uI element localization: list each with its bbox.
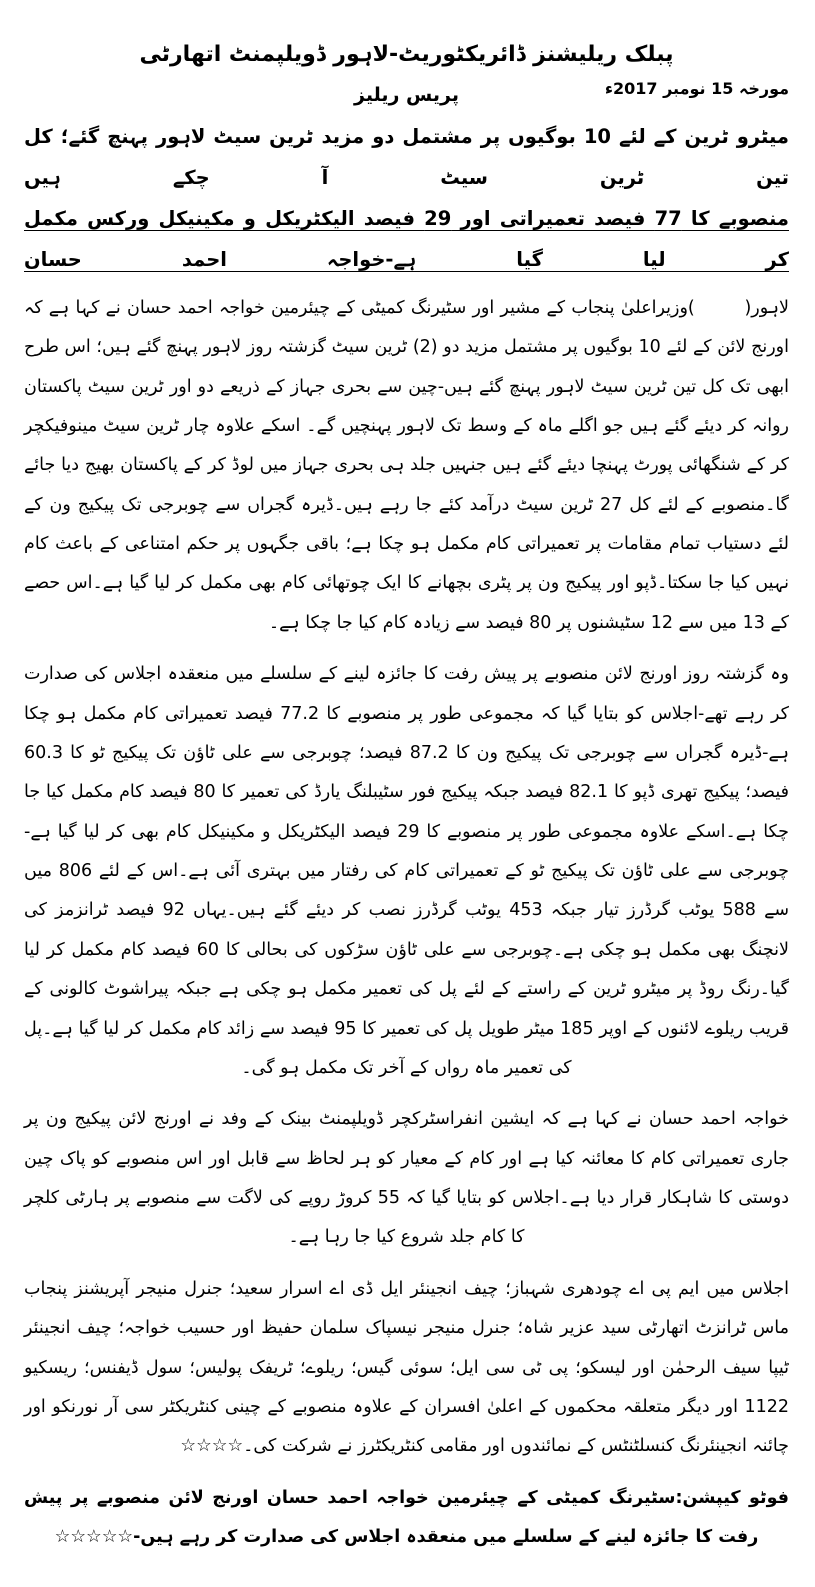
headline	[24, 117, 789, 281]
meta-row	[24, 77, 789, 113]
headline-line-2: منصوبے کا 77 فیصد تعمیراتی اور 29 فیصد الیکٹریکل و مکینیکل ورکس مکمل کر لیا گیا ہے-خواجہ احمد حسان	[24, 206, 789, 271]
headline-line-1: میٹرو ٹرین کے لئے 10 بوگیوں پر مشتمل دو مزید ٹرین سیٹ لاہور پہنچ گئے؛ کل تین ٹرین سیٹ آ چکے ہیں	[24, 125, 789, 189]
release-type-label: پریس ریلیز	[354, 84, 459, 106]
photo-caption: فوٹو کیپشن:سٹیرنگ کمیٹی کے چیئرمین خواجہ احمد حسان اورنج لائن منصوبے پر پیش رفت کا جائزہ لینے کے سلسلے میں منعقدہ اجلاس کی صدارت کر رہے ہیں-☆☆☆☆☆	[24, 1487, 789, 1547]
org-title: پبلک ریلیشنز ڈائریکٹوریٹ-لاہور ڈویلپمنٹ اتھارٹی	[139, 42, 674, 67]
paragraph-aiib-inspection: خواجہ احمد حسان نے کہا ہے کہ ایشین انفراسٹرکچر ڈویلپمنٹ بینک کے وفد نے اورنج لائن پیکیج ون پر جاری تعمیراتی کام کا معائنہ کیا ہے اور کام کے معیار کو ہر لحاظ سے قابل اور اس منصوبے کو پاک چین دوستی کا شاہکار قرار دیا ہے۔اجلاس کو بتایا گیا کہ 55 کروڑ روپے کی لاگت سے منصوبے پر ہارٹی کلچر کا کام جلد شروع کیا جا رہا ہے۔	[24, 1109, 789, 1248]
date-line: مورخہ 15 نومبر 2017ء	[604, 79, 789, 98]
paragraph-meeting-attendees: اجلاس میں ایم پی اے چودھری شہباز؛ چیف انجینئر ایل ڈی اے اسرار سعید؛ جنرل منیجر آپریشنز پنجاب ماس ٹرانزٹ اتھارٹی سید عزیر شاہ؛ جنرل منیجر نیسپاک سلمان حفیظ اور حسیب خواجہ؛ چیف انجینئر ٹیپا سیف الرحمٰن اور لیسکو؛ پی ٹی سی ایل؛ سوئی گیس؛ ریلوے؛ ٹریفک پولیس؛ سول ڈیفنس؛ ریسکیو 1122 اور دیگر متعلقہ محکموں کے اعلیٰ افسران کے علاوہ منصوبے کے چینی کنٹریکٹر سی آر نورنکو اور چائنہ انجینئرنگ کنسلٹنٹس کے نمائندوں اور مقامی کنٹریکٹرز نے شرکت کی۔☆☆☆☆	[24, 1278, 789, 1457]
paragraph-progress-figures: وہ گزشتہ روز اورنج لائن منصوبے پر پیش رفت کا جائزہ لینے کے سلسلے میں منعقدہ اجلاس کی صدارت کر رہے تھے-اجلاس کو بتایا گیا کہ مجموعی طور پر منصوبے کا 77.2 فیصد تعمیراتی کام مکمل ہو چکا ہے-ڈیرہ گجراں سے چوبرجی تک پیکیج ون کا 87.2 فیصد؛ چوبرجی سے علی ٹاؤن تک پیکیج ٹو کا 60.3 فیصد؛ پیکیج تھری ڈپو کا 82.1 فیصد جبکہ پیکیج فور سٹیبلنگ یارڈ کی تعمیر کا 80 فیصد کام مکمل کیا جا چکا ہے۔اسکے علاوہ مجموعی طور پر منصوبے کا 29 فیصد الیکٹریکل و مکینیکل کام بھی کر لیا گیا ہے-چوبرجی سے علی ٹاؤن تک پیکیج ٹو کے تعمیراتی کام کی رفتار میں بہتری آئی ہے۔اس کے لئے 806 میں سے 588 یوٹب گرڈرز تیار جبکہ 453 یوٹب گرڈرز نصب کر دیئے گئے ہیں۔یہاں 92 فیصد ٹرانزمز کی لانچنگ بھی مکمل ہو چکی ہے۔چوبرجی سے علی ٹاؤن سڑکوں کی بحالی کا 60 فیصد کام مکمل کر لیا گیا۔رنگ روڈ پر میٹرو ٹرین کے راستے کے لئے پل کی تعمیر مکمل ہو چکی ہے جبکہ پیراشوٹ کالونی کے قریب ریلوے لائنوں کے اوپر 185 میٹر طویل پل کی تعمیر کا 95 فیصد سے زائد کام مکمل کر لیا گیا ہے۔پل کی تعمیر ماہ رواں کے آخر تک مکمل ہو گی۔	[24, 664, 790, 1078]
paragraph-lead-train-sets: لاہور( )وزیراعلیٰ پنجاب کے مشیر اور سٹیرنگ کمیٹی کے چیئرمین خواجہ احمد حسان نے کہا ہے کہ اورنج لائن کے لئے 10 بوگیوں پر مشتمل مزید دو (2) ٹرین سیٹ گزشتہ روز لاہور پہنچ گئے ہیں؛ اس طرح ابھی تک کل تین ٹرین سیٹ لاہور پہنچ گئے ہیں-چین سے بحری جہاز کے ذریعے دو اور ٹرین سیٹ پاکستان روانہ کر دیئے گئے ہیں جو اگلے ماہ کے وسط تک لاہور پہنچیں گے۔ اسکے علاوہ چار ٹرین سیٹ مینوفیکچر کر کے شنگھائی پورٹ پہنچا دیئے گئے ہیں جنہیں جلد ہی بحری جہاز میں لوڈ کر کے پاکستان بھیج دیا جائے گا۔منصوبے کے لئے کل 27 ٹرین سیٹ درآمد کئے جا رہے ہیں۔ڈیرہ گجراں سے چوبرجی تک پیکیج ون کے لئے دستیاب تمام مقامات پر تعمیراتی کام مکمل ہو چکا ہے؛ باقی جگہوں پر حکم امتناعی کے باعث کام نہیں کیا جا سکتا۔ڈپو اور پیکیج ون پر پٹری بچھانے کا ایک چوتھائی کام بھی مکمل کر لیا گیا ہے۔اس حصے کے 13 میں سے 12 سٹیشنوں پر 80 فیصد سے زیادہ کام کیا جا چکا ہے۔	[24, 297, 790, 633]
